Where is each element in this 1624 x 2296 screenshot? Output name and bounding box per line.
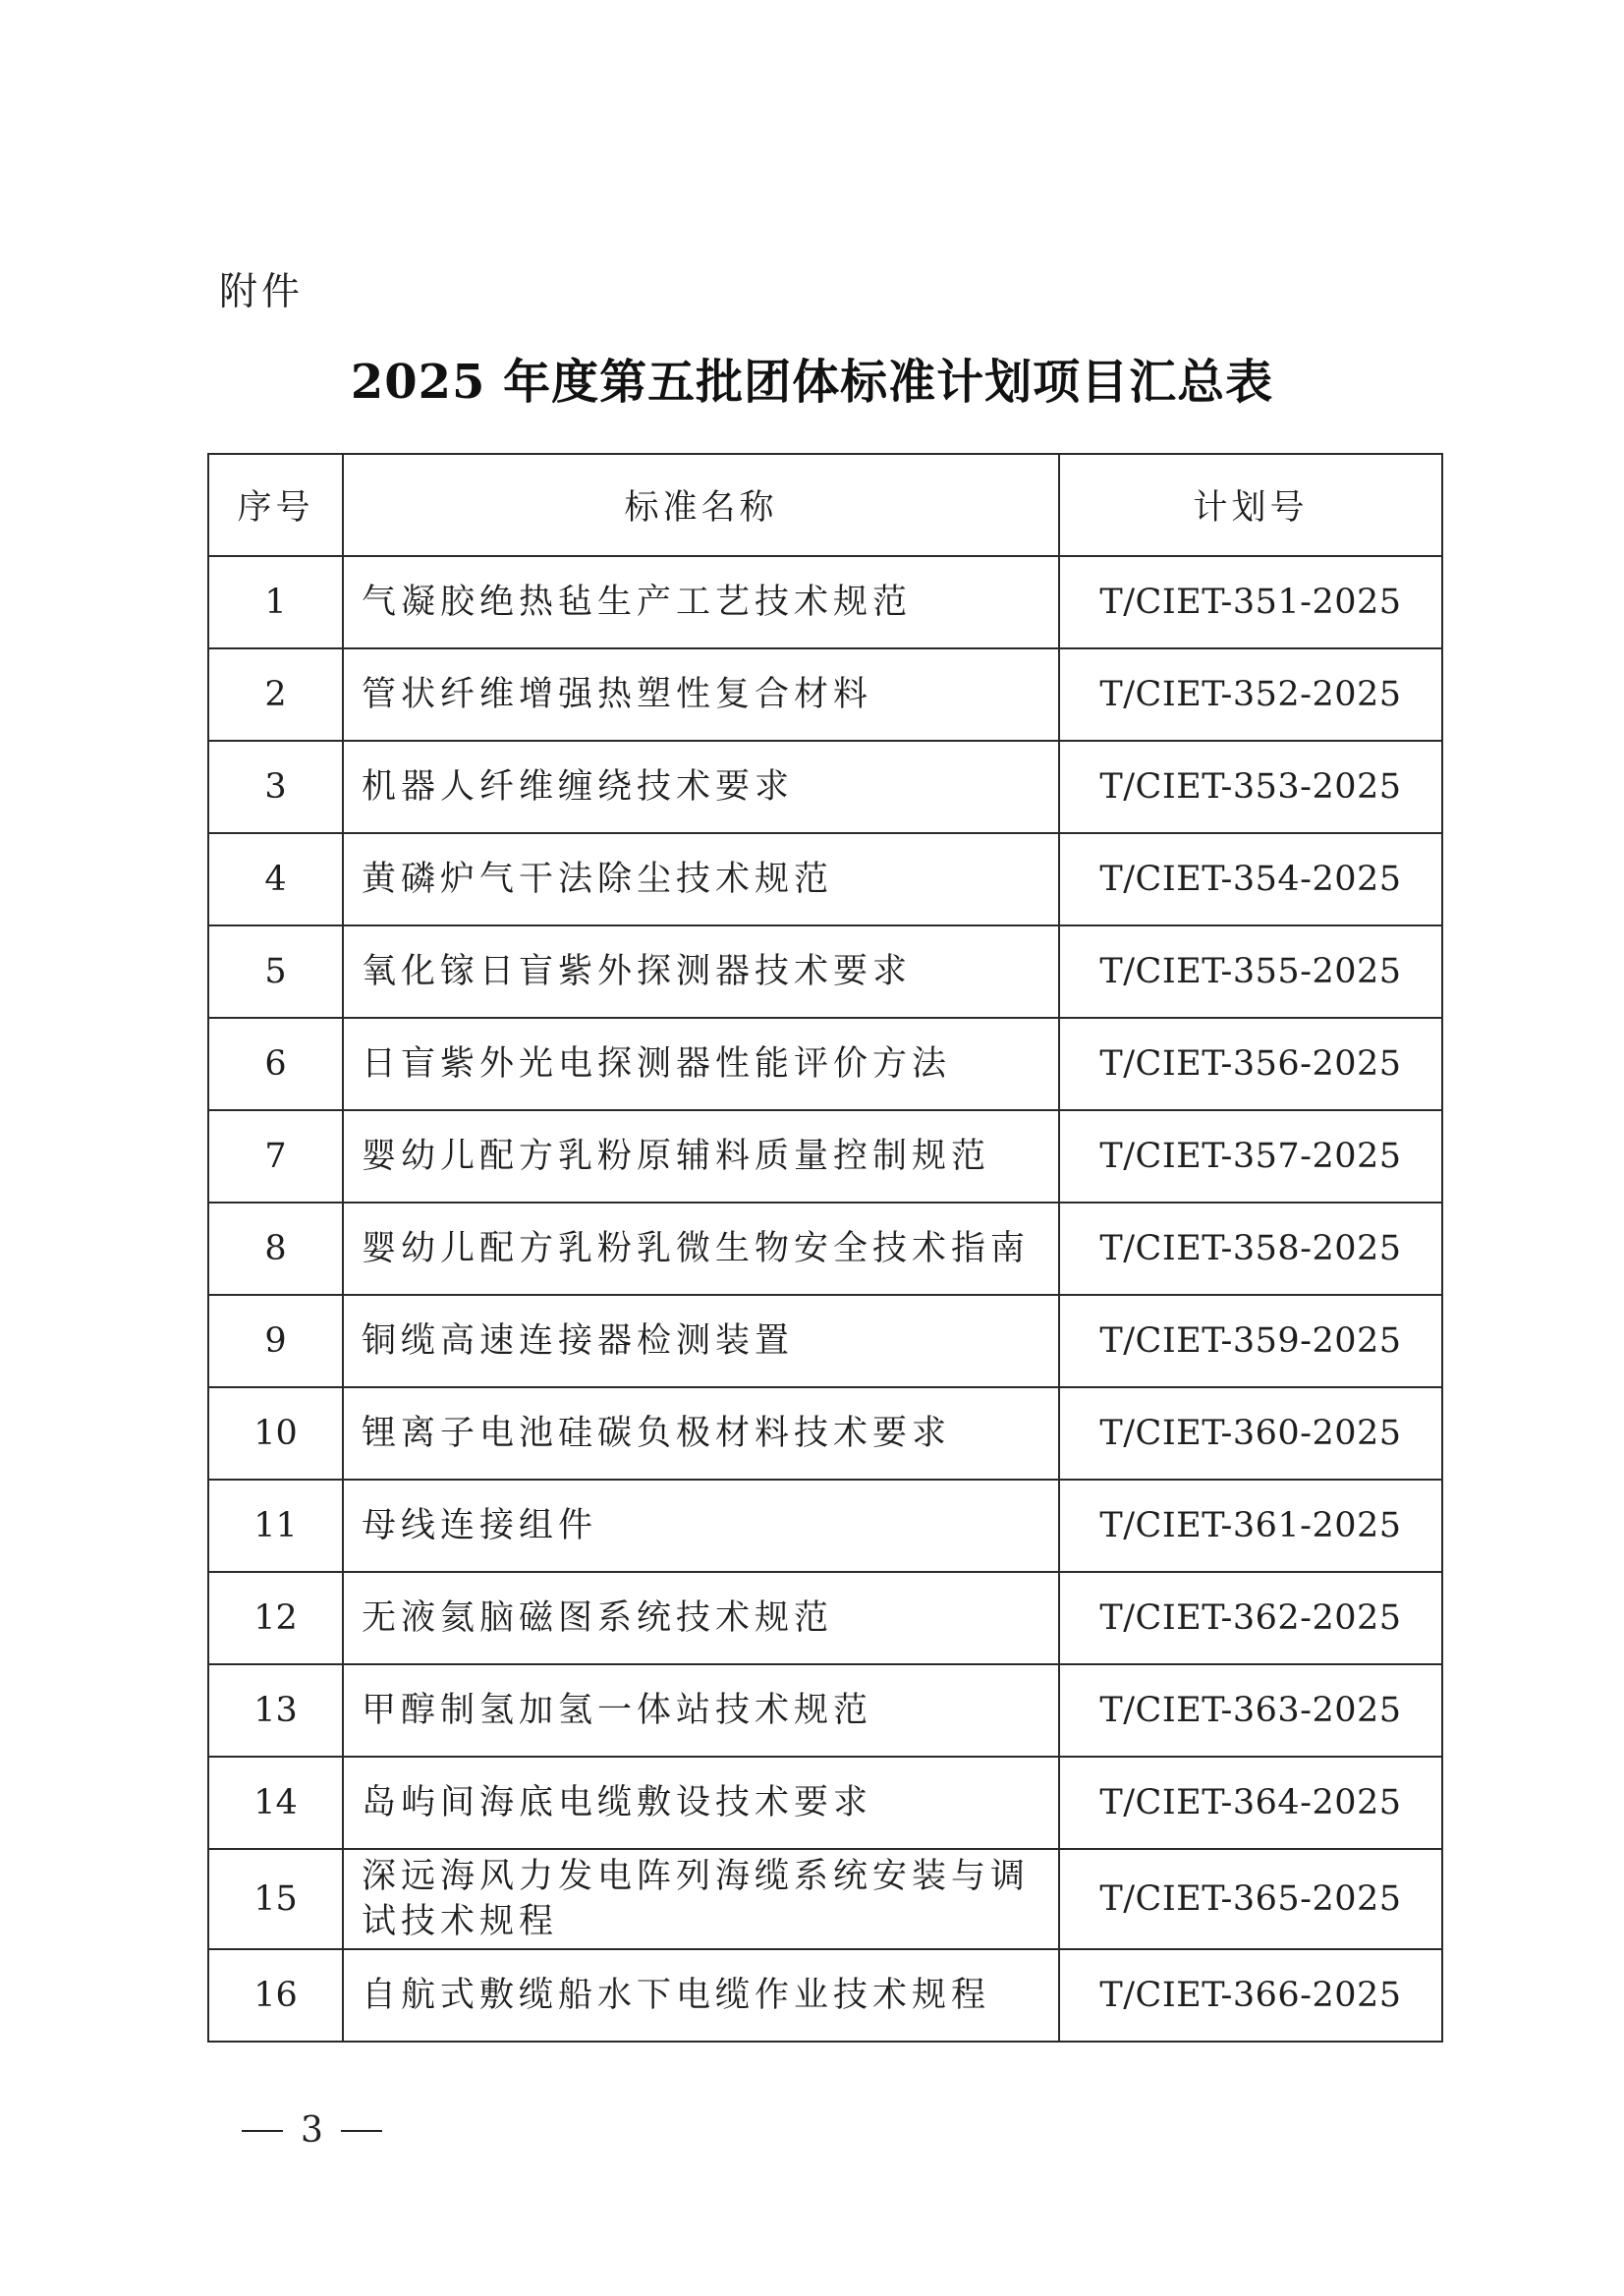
table-row [208,1018,1442,1110]
row-plan-number: T/CIET-365-2025 [1059,1849,1442,1949]
row-standard-name: 母线连接组件 [343,1480,1059,1572]
page-number-dash-left [242,2130,283,2132]
row-serial-number: 1 [208,556,343,648]
row-standard-name: 气凝胶绝热毡生产工艺技术规范 [343,556,1059,648]
row-plan-number: T/CIET-355-2025 [1059,925,1442,1018]
table-row [208,1849,1442,1949]
row-plan-number: T/CIET-364-2025 [1059,1757,1442,1849]
row-serial-number: 6 [208,1018,343,1110]
table-row [208,1664,1442,1757]
table-row [208,741,1442,833]
row-standard-name: 婴幼儿配方乳粉原辅料质量控制规范 [343,1110,1059,1203]
table-row [208,1203,1442,1295]
table-row [208,1480,1442,1572]
table-row [208,1387,1442,1480]
row-serial-number: 16 [208,1949,343,2042]
row-serial-number: 13 [208,1664,343,1757]
row-serial-number: 14 [208,1757,343,1849]
row-plan-number: T/CIET-366-2025 [1059,1949,1442,2042]
row-standard-name: 锂离子电池硅碳负极材料技术要求 [343,1387,1059,1480]
table-header-row [208,454,1442,556]
row-standard-name: 管状纤维增强热塑性复合材料 [343,648,1059,741]
table-row [208,1572,1442,1664]
row-plan-number: T/CIET-354-2025 [1059,833,1442,925]
table-row [208,1295,1442,1387]
row-standard-name: 日盲紫外光电探测器性能评价方法 [343,1018,1059,1110]
row-standard-name: 甲醇制氢加氢一体站技术规范 [343,1664,1059,1757]
row-plan-number: T/CIET-360-2025 [1059,1387,1442,1480]
row-serial-number: 5 [208,925,343,1018]
row-plan-number: T/CIET-352-2025 [1059,648,1442,741]
row-plan-number: T/CIET-363-2025 [1059,1664,1442,1757]
row-standard-name: 氧化镓日盲紫外探测器技术要求 [343,925,1059,1018]
row-standard-name: 机器人纤维缠绕技术要求 [343,741,1059,833]
row-plan-number: T/CIET-357-2025 [1059,1110,1442,1203]
row-plan-number: T/CIET-353-2025 [1059,741,1442,833]
row-plan-number: T/CIET-358-2025 [1059,1203,1442,1295]
table-row [208,1757,1442,1849]
header-serial-number: 序号 [208,454,343,556]
row-serial-number: 9 [208,1295,343,1387]
row-plan-number: T/CIET-356-2025 [1059,1018,1442,1110]
row-standard-name: 铜缆高速连接器检测装置 [343,1295,1059,1387]
table-row [208,1949,1442,2042]
row-plan-number: T/CIET-359-2025 [1059,1295,1442,1387]
row-standard-name: 自航式敷缆船水下电缆作业技术规程 [343,1949,1059,2042]
table-row [208,1110,1442,1203]
row-serial-number: 2 [208,648,343,741]
header-standard-name: 标准名称 [343,454,1059,556]
row-standard-name: 深远海风力发电阵列海缆系统安装与调试技术规程 [343,1849,1059,1949]
row-plan-number: T/CIET-362-2025 [1059,1572,1442,1664]
row-serial-number: 4 [208,833,343,925]
row-serial-number: 3 [208,741,343,833]
row-serial-number: 12 [208,1572,343,1664]
table-row [208,556,1442,648]
attachment-label: 附件 [219,270,305,314]
row-standard-name: 婴幼儿配方乳粉乳微生物安全技术指南 [343,1203,1059,1295]
page-number [224,2110,400,2151]
row-standard-name: 无液氦脑磁图系统技术规范 [343,1572,1059,1664]
row-standard-name: 黄磷炉气干法除尘技术规范 [343,833,1059,925]
document-title: 2025 年度第五批团体标准计划项目汇总表 [350,355,1274,410]
row-standard-name: 岛屿间海底电缆敷设技术要求 [343,1757,1059,1849]
row-plan-number: T/CIET-361-2025 [1059,1480,1442,1572]
row-serial-number: 10 [208,1387,343,1480]
standards-plan-table [207,453,1443,2043]
page-number-dash-right [341,2130,382,2132]
table-row [208,925,1442,1018]
row-serial-number: 15 [208,1849,343,1949]
table-row [208,833,1442,925]
row-serial-number: 11 [208,1480,343,1572]
page-number-value: 3 [301,2110,323,2151]
header-plan-number: 计划号 [1059,454,1442,556]
row-serial-number: 7 [208,1110,343,1203]
row-plan-number: T/CIET-351-2025 [1059,556,1442,648]
table-row [208,648,1442,741]
row-serial-number: 8 [208,1203,343,1295]
